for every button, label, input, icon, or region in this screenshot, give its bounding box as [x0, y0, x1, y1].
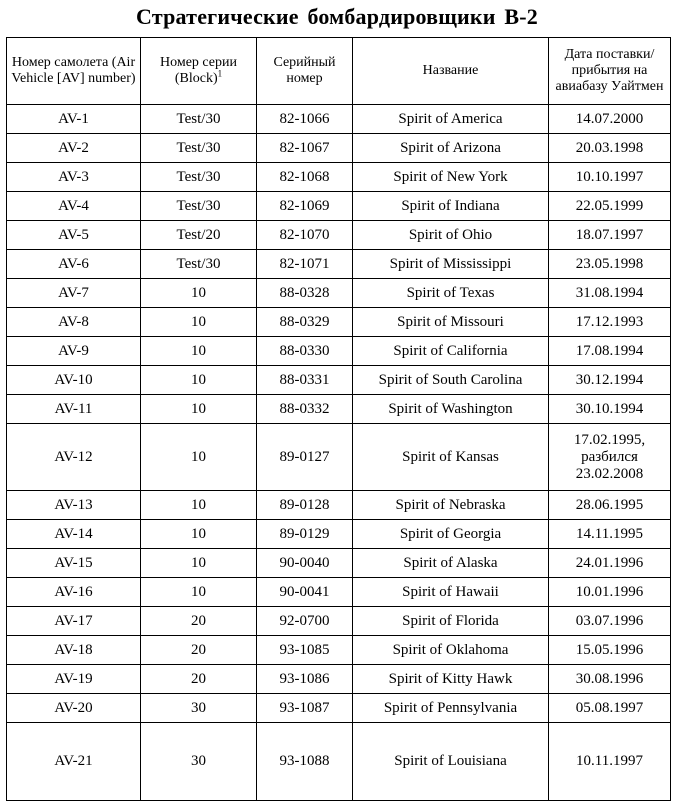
page-title: Стратегические бомбардировщики В-2: [136, 4, 538, 29]
cell-block: 10: [141, 395, 257, 424]
table-row: [7, 308, 671, 337]
cell-name: Spirit of Ohio: [353, 221, 549, 250]
cell-block: Test/30: [141, 105, 257, 134]
cell-serial: 82-1071: [257, 250, 353, 279]
cell-serial: 82-1070: [257, 221, 353, 250]
cell-name: Spirit of Texas: [353, 279, 549, 308]
cell-serial: 90-0041: [257, 578, 353, 607]
cell-av-number: AV-1: [7, 105, 141, 134]
cell-name: Spirit of California: [353, 337, 549, 366]
cell-block: 10: [141, 366, 257, 395]
cell-name: Spirit of New York: [353, 163, 549, 192]
cell-delivery-date: 05.08.1997: [549, 694, 671, 723]
table-row: [7, 192, 671, 221]
cell-delivery-date: 03.07.1996: [549, 607, 671, 636]
cell-av-number: AV-6: [7, 250, 141, 279]
table-row: [7, 163, 671, 192]
cell-serial: 92-0700: [257, 607, 353, 636]
header-av-number: Номер самолета (Air Vehicle [AV] number): [7, 38, 141, 105]
cell-block: 10: [141, 424, 257, 491]
table-row: [7, 520, 671, 549]
table-row: [7, 279, 671, 308]
cell-serial: 82-1066: [257, 105, 353, 134]
cell-delivery-date: 20.03.1998: [549, 134, 671, 163]
cell-serial: 82-1068: [257, 163, 353, 192]
cell-delivery-date: 14.11.1995: [549, 520, 671, 549]
header-block: [141, 38, 257, 105]
cell-av-number: AV-4: [7, 192, 141, 221]
cell-block: Test/30: [141, 192, 257, 221]
cell-delivery-date: 17.08.1994: [549, 337, 671, 366]
table-row: [7, 250, 671, 279]
table-row: [7, 665, 671, 694]
table-row: [7, 395, 671, 424]
header-delivery-date: Дата поставки/ прибытия на авиабазу Уайтмен: [549, 38, 671, 105]
cell-serial: 89-0129: [257, 520, 353, 549]
cell-block: 30: [141, 694, 257, 723]
cell-block: 20: [141, 665, 257, 694]
cell-delivery-date: 24.01.1996: [549, 549, 671, 578]
cell-name: Spirit of Florida: [353, 607, 549, 636]
cell-block: Test/30: [141, 250, 257, 279]
cell-block: Test/30: [141, 163, 257, 192]
cell-av-number: AV-8: [7, 308, 141, 337]
cell-name: Spirit of Missouri: [353, 308, 549, 337]
cell-serial: 88-0330: [257, 337, 353, 366]
cell-av-number: AV-12: [7, 424, 141, 491]
table-row: [7, 366, 671, 395]
table-row: [7, 491, 671, 520]
table-row: [7, 578, 671, 607]
cell-name: Spirit of Alaska: [353, 549, 549, 578]
cell-av-number: AV-19: [7, 665, 141, 694]
cell-block: 30: [141, 723, 257, 801]
cell-name: Spirit of Hawaii: [353, 578, 549, 607]
cell-delivery-date: 22.05.1999: [549, 192, 671, 221]
cell-av-number: AV-15: [7, 549, 141, 578]
cell-delivery-date: 23.05.1998: [549, 250, 671, 279]
cell-av-number: AV-21: [7, 723, 141, 801]
cell-delivery-date: 18.07.1997: [549, 221, 671, 250]
cell-block: 10: [141, 520, 257, 549]
header-block-label: Номер серии (Block): [160, 55, 237, 86]
cell-serial: 89-0127: [257, 424, 353, 491]
cell-serial: 93-1087: [257, 694, 353, 723]
cell-av-number: AV-17: [7, 607, 141, 636]
cell-name: Spirit of Kitty Hawk: [353, 665, 549, 694]
cell-block: 10: [141, 578, 257, 607]
cell-serial: 93-1088: [257, 723, 353, 801]
cell-delivery-date: 17.02.1995, разбился 23.02.2008: [549, 424, 671, 491]
cell-av-number: AV-18: [7, 636, 141, 665]
cell-delivery-date: 10.01.1996: [549, 578, 671, 607]
cell-av-number: AV-11: [7, 395, 141, 424]
cell-av-number: AV-7: [7, 279, 141, 308]
cell-serial: 93-1085: [257, 636, 353, 665]
cell-delivery-date: 17.12.1993: [549, 308, 671, 337]
cell-av-number: AV-13: [7, 491, 141, 520]
cell-block: 10: [141, 491, 257, 520]
cell-serial: 93-1086: [257, 665, 353, 694]
table-header-row: [7, 38, 671, 105]
cell-delivery-date: 30.10.1994: [549, 395, 671, 424]
cell-av-number: AV-2: [7, 134, 141, 163]
cell-serial: 82-1069: [257, 192, 353, 221]
cell-name: Spirit of South Carolina: [353, 366, 549, 395]
table-row: [7, 694, 671, 723]
cell-av-number: AV-5: [7, 221, 141, 250]
cell-serial: 90-0040: [257, 549, 353, 578]
table-row: [7, 221, 671, 250]
table-row: [7, 134, 671, 163]
cell-name: Spirit of Arizona: [353, 134, 549, 163]
cell-block: Test/20: [141, 221, 257, 250]
table-row: [7, 549, 671, 578]
cell-delivery-date: 31.08.1994: [549, 279, 671, 308]
cell-delivery-date: 10.10.1997: [549, 163, 671, 192]
cell-block: 10: [141, 279, 257, 308]
cell-name: Spirit of Georgia: [353, 520, 549, 549]
cell-serial: 88-0328: [257, 279, 353, 308]
cell-name: Spirit of Mississippi: [353, 250, 549, 279]
cell-serial: 89-0128: [257, 491, 353, 520]
table-row: [7, 337, 671, 366]
footnote-marker: 1: [217, 68, 223, 79]
cell-serial: 88-0332: [257, 395, 353, 424]
cell-serial: 88-0329: [257, 308, 353, 337]
cell-delivery-date: 30.12.1994: [549, 366, 671, 395]
cell-block: 10: [141, 337, 257, 366]
cell-name: Spirit of Oklahoma: [353, 636, 549, 665]
cell-av-number: AV-16: [7, 578, 141, 607]
cell-name: Spirit of Pennsylvania: [353, 694, 549, 723]
cell-block: 20: [141, 607, 257, 636]
cell-delivery-date: 10.11.1997: [549, 723, 671, 801]
cell-serial: 82-1067: [257, 134, 353, 163]
cell-name: Spirit of America: [353, 105, 549, 134]
cell-delivery-date: 14.07.2000: [549, 105, 671, 134]
header-name: Название: [353, 38, 549, 105]
table-row: [7, 424, 671, 491]
cell-name: Spirit of Nebraska: [353, 491, 549, 520]
cell-block: 20: [141, 636, 257, 665]
cell-av-number: AV-3: [7, 163, 141, 192]
table-row: [7, 723, 671, 801]
cell-delivery-date: 28.06.1995: [549, 491, 671, 520]
cell-block: Test/30: [141, 134, 257, 163]
b2-bombers-table: [6, 37, 671, 801]
cell-delivery-date: 30.08.1996: [549, 665, 671, 694]
table-row: [7, 607, 671, 636]
cell-av-number: AV-14: [7, 520, 141, 549]
cell-block: 10: [141, 308, 257, 337]
cell-serial: 88-0331: [257, 366, 353, 395]
cell-name: Spirit of Louisiana: [353, 723, 549, 801]
cell-name: Spirit of Kansas: [353, 424, 549, 491]
cell-delivery-date: 15.05.1996: [549, 636, 671, 665]
table-row: [7, 105, 671, 134]
cell-av-number: AV-10: [7, 366, 141, 395]
cell-name: Spirit of Indiana: [353, 192, 549, 221]
cell-name: Spirit of Washington: [353, 395, 549, 424]
table-row: [7, 636, 671, 665]
cell-av-number: AV-20: [7, 694, 141, 723]
header-serial: Серийный номер: [257, 38, 353, 105]
cell-block: 10: [141, 549, 257, 578]
cell-av-number: AV-9: [7, 337, 141, 366]
